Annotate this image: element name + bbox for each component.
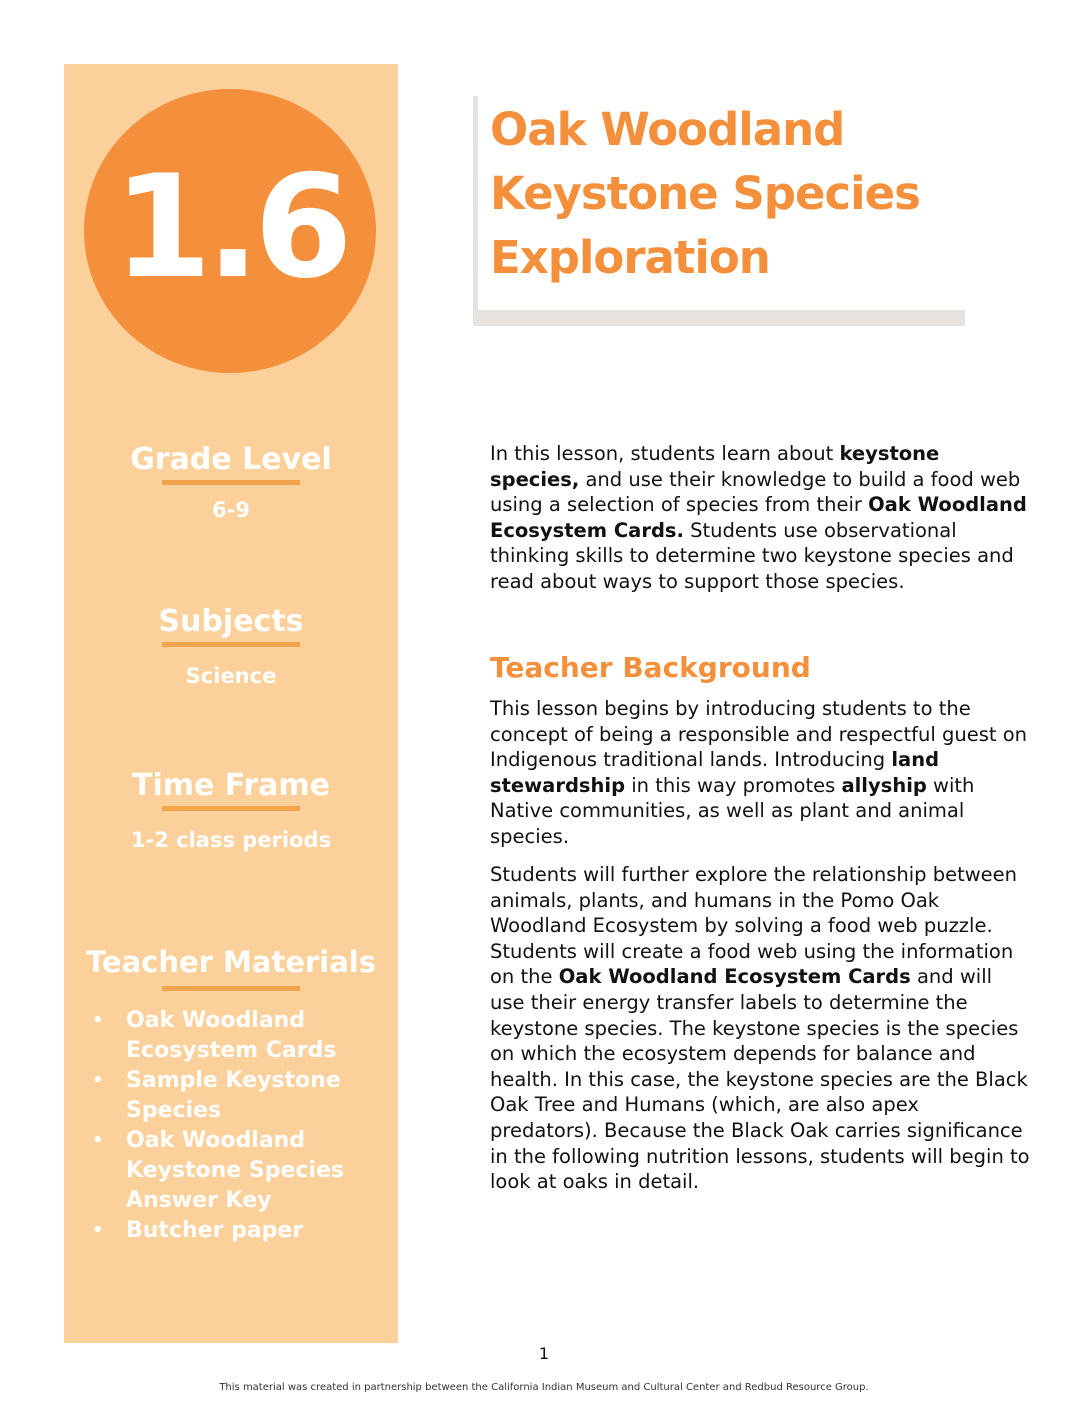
teacher-materials-heading: Teacher Materials bbox=[85, 945, 377, 979]
teacher-materials-section bbox=[64, 944, 398, 991]
materials-list-item: • Butcher paper bbox=[90, 1216, 390, 1246]
subjects-value: Science bbox=[185, 664, 277, 688]
teacher-materials-list bbox=[90, 1006, 390, 1246]
background-paragraph-2-section bbox=[490, 862, 1030, 1195]
materials-list-item: • Oak Woodland Ecosystem Cards bbox=[92, 1008, 337, 1063]
time-frame-section bbox=[64, 768, 398, 853]
intro-section bbox=[490, 441, 1030, 595]
bullet-icon: • bbox=[92, 1130, 104, 1151]
lesson-number-badge bbox=[84, 89, 376, 373]
land-stewardship-term: land stewardship bbox=[490, 748, 940, 797]
lesson-title-line-1: Oak Woodland bbox=[490, 103, 845, 156]
time-frame-value: 1-2 class periods bbox=[130, 828, 332, 852]
time-frame-heading: Time Frame bbox=[131, 768, 331, 803]
teacher-background-heading: Teacher Background bbox=[490, 651, 811, 684]
time-frame-rule bbox=[162, 806, 300, 811]
footer-credit: This material was created in partnership between the California Indian Museum and Cultural Center and Redbud Resource Group. bbox=[219, 1382, 869, 1393]
grade-level-rule bbox=[162, 480, 300, 485]
subjects-section bbox=[64, 604, 398, 689]
ecosystem-cards-term: Oak Woodland Ecosystem Cards bbox=[558, 965, 911, 989]
ecosystem-cards-term: Oak Woodland Ecosystem Cards. bbox=[490, 493, 1027, 542]
bullet-icon: • bbox=[92, 1220, 104, 1241]
page-number: 1 bbox=[538, 1344, 550, 1363]
subjects-heading: Subjects bbox=[158, 604, 304, 639]
grade-level-value: 6-9 bbox=[212, 498, 250, 522]
materials-list-item: • Sample Keystone Species bbox=[92, 1068, 341, 1123]
subjects-rule bbox=[162, 642, 300, 647]
bullet-icon: • bbox=[92, 1010, 104, 1031]
allyship-term: allyship bbox=[841, 773, 927, 797]
lesson-title-line-2: Keystone Species bbox=[490, 167, 920, 220]
background-paragraph-2: Students will further explore the relationship between animals, plants, and humans in the Pomo Oak Woodland Ecosystem by solving a food web puzzle. Students will create a food web using the information on the Oak Woodland Ecosystem Cards and will use their energy transfer labels to determine the keystone species. The keystone species is the species on which the ecosystem depends for balance and health. In this case, the keystone species are the Black Oak Tree and Humans (which, are also apex predators). Because the Black Oak carries significance in the following nutrition lessons, students will begin to look at oaks in detail. bbox=[490, 863, 1030, 1194]
grade-level-heading: Grade Level bbox=[130, 442, 332, 477]
grade-level-section bbox=[64, 442, 398, 523]
background-paragraph-1: This lesson begins by introducing students to the concept of being a responsible and respectful guest on Indigenous traditional lands. Introducing land stewardship in this way promotes allyship with Native communities, as well as plant and animal species. bbox=[490, 697, 1028, 848]
teacher-materials-rule bbox=[162, 986, 300, 991]
lesson-number: 1.6 bbox=[113, 145, 347, 310]
intro-paragraph: In this lesson, students learn about keystone species, and use their knowledge to build a food web using a selection of species from their Oak Woodland Ecosystem Cards. Students use observational thinking skills to determine two keystone species and read about ways to support those species. bbox=[490, 442, 1027, 593]
materials-list-item: • Oak Woodland Keystone Species Answer Key bbox=[92, 1128, 345, 1213]
keystone-species-term: keystone species, bbox=[490, 442, 940, 491]
background-paragraph-1-section bbox=[490, 696, 1030, 850]
lesson-title-line-3: Exploration bbox=[490, 231, 770, 284]
bullet-icon: • bbox=[92, 1070, 104, 1091]
